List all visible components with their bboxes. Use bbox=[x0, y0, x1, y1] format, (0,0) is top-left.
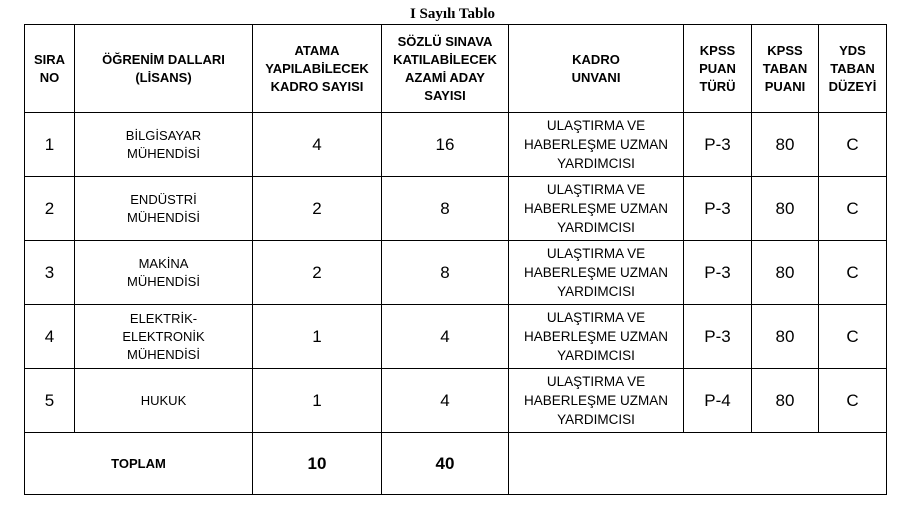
cell-atama: 2 bbox=[253, 241, 382, 305]
cell-atama: 4 bbox=[253, 113, 382, 177]
cell-kadro-unvani: ULAŞTIRMA VE HABERLEŞME UZMAN YARDIMCISI bbox=[509, 241, 684, 305]
table-row bbox=[25, 241, 887, 305]
header-sozlu-sinav-aday-sayisi: SÖZLÜ SINAVA KATILABİLECEK AZAMİ ADAY SAYISI bbox=[382, 25, 509, 113]
cell-ogrenim-dali: BİLGİSAYAR MÜHENDİSİ bbox=[75, 113, 253, 177]
header-kpss-taban-puani: KPSS TABAN PUANI bbox=[752, 25, 819, 113]
cell-kadro-unvani: ULAŞTIRMA VE HABERLEŞME UZMAN YARDIMCISI bbox=[509, 305, 684, 369]
total-label: TOPLAM bbox=[25, 433, 253, 495]
cell-ogrenim-dali: MAKİNA MÜHENDİSİ bbox=[75, 241, 253, 305]
table-row bbox=[25, 369, 887, 433]
cell-sira: 1 bbox=[25, 113, 75, 177]
cell-sozlu: 4 bbox=[382, 369, 509, 433]
table-row bbox=[25, 113, 887, 177]
header-sira: SIRA NO bbox=[25, 25, 75, 113]
cell-kadro-unvani: ULAŞTIRMA VE HABERLEŞME UZMAN YARDIMCISI bbox=[509, 113, 684, 177]
cell-ogrenim-dali: ENDÜSTRİ MÜHENDİSİ bbox=[75, 177, 253, 241]
cell-sozlu: 4 bbox=[382, 305, 509, 369]
cell-yds-duzeyi: C bbox=[819, 177, 887, 241]
total-atama: 10 bbox=[253, 433, 382, 495]
cell-yds-duzeyi: C bbox=[819, 241, 887, 305]
kadro-table bbox=[24, 24, 887, 495]
header-kadro-unvani: KADRO UNVANI bbox=[509, 25, 684, 113]
cell-kpss-taban-puani: 80 bbox=[752, 369, 819, 433]
cell-kpss-taban-puani: 80 bbox=[752, 241, 819, 305]
cell-kadro-unvani: ULAŞTIRMA VE HABERLEŞME UZMAN YARDIMCISI bbox=[509, 177, 684, 241]
cell-sira: 4 bbox=[25, 305, 75, 369]
total-sozlu: 40 bbox=[382, 433, 509, 495]
header-kpss-puan-turu: KPSS PUAN TÜRÜ bbox=[684, 25, 752, 113]
cell-kpss-taban-puani: 80 bbox=[752, 113, 819, 177]
cell-sira: 5 bbox=[25, 369, 75, 433]
table-title: I Sayılı Tablo bbox=[409, 6, 496, 22]
cell-kpss-puan-turu: P-3 bbox=[684, 241, 752, 305]
cell-atama: 1 bbox=[253, 369, 382, 433]
table-row bbox=[25, 177, 887, 241]
cell-sozlu: 8 bbox=[382, 241, 509, 305]
cell-yds-duzeyi: C bbox=[819, 369, 887, 433]
cell-atama: 1 bbox=[253, 305, 382, 369]
cell-ogrenim-dali: HUKUK bbox=[75, 369, 253, 433]
cell-kpss-puan-turu: P-3 bbox=[684, 305, 752, 369]
cell-sozlu: 8 bbox=[382, 177, 509, 241]
cell-kpss-puan-turu: P-3 bbox=[684, 177, 752, 241]
cell-kpss-taban-puani: 80 bbox=[752, 305, 819, 369]
cell-sira: 2 bbox=[25, 177, 75, 241]
cell-yds-duzeyi: C bbox=[819, 305, 887, 369]
cell-sozlu: 16 bbox=[382, 113, 509, 177]
cell-sira: 3 bbox=[25, 241, 75, 305]
header-ogrenim-dallari: ÖĞRENİM DALLARI (LİSANS) bbox=[75, 25, 253, 113]
total-empty-cell bbox=[509, 433, 887, 495]
cell-atama: 2 bbox=[253, 177, 382, 241]
header-atama-kadro-sayisi: ATAMA YAPILABİLECEK KADRO SAYISI bbox=[253, 25, 382, 113]
cell-kadro-unvani: ULAŞTIRMA VE HABERLEŞME UZMAN YARDIMCISI bbox=[509, 369, 684, 433]
cell-ogrenim-dali: ELEKTRİK- ELEKTRONİK MÜHENDİSİ bbox=[75, 305, 253, 369]
cell-kpss-puan-turu: P-4 bbox=[684, 369, 752, 433]
header-yds-taban-duzeyi: YDS TABAN DÜZEYİ bbox=[819, 25, 887, 113]
total-row bbox=[25, 433, 887, 495]
table-row bbox=[25, 305, 887, 369]
cell-yds-duzeyi: C bbox=[819, 113, 887, 177]
cell-kpss-taban-puani: 80 bbox=[752, 177, 819, 241]
header-row bbox=[25, 25, 887, 113]
cell-kpss-puan-turu: P-3 bbox=[684, 113, 752, 177]
